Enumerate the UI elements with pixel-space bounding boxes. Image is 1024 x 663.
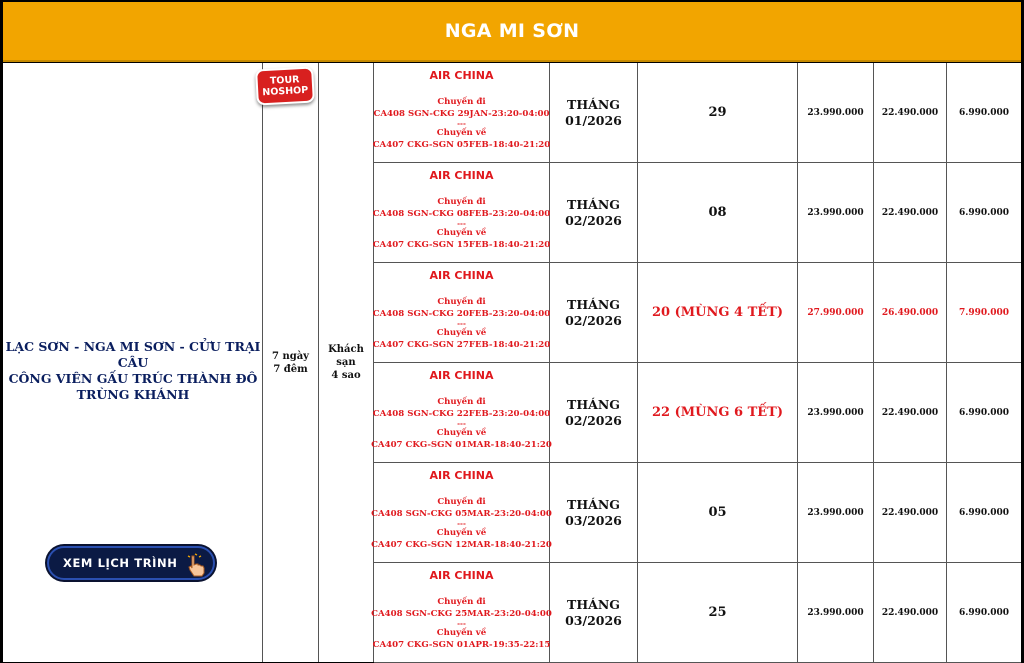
flight-separator: --- [457, 519, 466, 528]
outbound-flight: CA408 SGN-CKG 20FEB-23:20-04:00 [372, 309, 551, 319]
outbound-label: Chuyến đi [437, 597, 486, 607]
price-child-cell [874, 163, 947, 262]
price-single-cell [947, 363, 1021, 462]
outbound-label: Chuyến đi [437, 197, 486, 207]
price-adult-cell [798, 463, 874, 562]
return-label: Chuyến về [436, 228, 487, 238]
price-child-cell [874, 263, 947, 362]
hotel-stars: 4 sao [331, 370, 361, 381]
departure-row [371, 463, 1021, 563]
outbound-flight: CA408 SGN-CKG 25MAR-23:20-04:00 [371, 609, 552, 619]
flight-cell [371, 463, 552, 562]
tour-noshop-badge [255, 67, 315, 106]
departure-date: 25 [708, 605, 727, 620]
tour-name-line: TRÙNG KHÁNH [76, 387, 190, 402]
price-adult: 27.990.000 [807, 307, 864, 318]
flight-separator: --- [457, 419, 466, 428]
return-flight: CA407 CKG-SGN 15FEB-18:40-21:20 [372, 240, 551, 250]
price-adult-cell [798, 163, 874, 262]
month-label: THÁNG [567, 596, 620, 612]
departure-date: 29 [708, 105, 727, 120]
view-schedule-label: XEM LỊCH TRÌNH [63, 556, 178, 570]
return-flight: CA407 CKG-SGN 12MAR-18:40-21:20 [371, 540, 552, 550]
date-cell [638, 163, 798, 262]
departure-date: 05 [708, 505, 727, 520]
flight-separator: --- [457, 619, 466, 628]
price-child: 22.490.000 [881, 407, 939, 418]
flight-cell [371, 563, 552, 662]
hotel-label: Khách sạn [328, 344, 364, 368]
price-child: 22.490.000 [881, 607, 939, 618]
date-cell [638, 563, 798, 662]
return-label: Chuyến về [436, 428, 487, 438]
price-single-supplement: 6.990.000 [958, 407, 1010, 418]
departure-month [565, 497, 622, 529]
duration-nights: 7 đêm [273, 363, 308, 375]
price-adult: 23.990.000 [807, 407, 864, 418]
duration-days: 7 ngày [272, 350, 309, 362]
month-cell [550, 263, 638, 362]
price-adult: 23.990.000 [807, 507, 864, 518]
month-value: 02/2026 [565, 212, 622, 228]
date-cell [638, 263, 798, 362]
departure-row [371, 363, 1021, 463]
view-schedule-button[interactable] [47, 546, 215, 580]
outbound-flight: CA408 SGN-CKG 08FEB-23:20-04:00 [372, 209, 551, 219]
month-cell [550, 63, 638, 162]
price-single-cell [947, 63, 1021, 162]
price-child-cell [874, 63, 947, 162]
month-value: 02/2026 [565, 312, 622, 328]
return-label: Chuyến về [436, 528, 487, 538]
airline-name: AIR CHINA [429, 269, 494, 282]
airline-name: AIR CHINA [429, 569, 494, 582]
month-label: THÁNG [567, 496, 620, 512]
date-cell [638, 463, 798, 562]
date-cell [638, 63, 798, 162]
airline-name: AIR CHINA [429, 69, 494, 82]
month-cell [550, 563, 638, 662]
price-adult: 23.990.000 [807, 107, 864, 118]
tour-name-line: LẠC SƠN - NGA MI SƠN - CỬU TRẠI CÂU [5, 339, 261, 370]
month-label: THÁNG [567, 396, 620, 412]
pointing-hand-icon [183, 552, 209, 578]
departure-row [374, 263, 1021, 363]
price-child: 22.490.000 [881, 507, 939, 518]
price-child-cell [874, 463, 947, 562]
price-single-cell [947, 163, 1021, 262]
outbound-flight: CA408 SGN-CKG 05MAR-23:20-04:00 [371, 509, 552, 519]
page-header [3, 2, 1021, 62]
departure-row [371, 563, 1021, 663]
month-cell [550, 163, 638, 262]
badge-line: NOSHOP [262, 84, 309, 99]
return-label: Chuyến về [436, 128, 487, 138]
outbound-label: Chuyến đi [437, 397, 486, 407]
price-single-supplement: 7.990.000 [958, 307, 1010, 318]
price-single-supplement: 6.990.000 [958, 507, 1010, 518]
flight-cell [374, 263, 550, 362]
month-label: THÁNG [567, 96, 620, 112]
tour-name-line: CÔNG VIÊN GẤU TRÚC THÀNH ĐÔ [8, 371, 258, 386]
price-single-cell [947, 463, 1021, 562]
price-single-supplement: 6.990.000 [958, 107, 1010, 118]
month-value: 01/2026 [565, 112, 622, 128]
duration-cell [263, 63, 319, 662]
price-adult-cell [798, 563, 874, 662]
flight-cell [374, 63, 550, 162]
departure-month [565, 197, 622, 229]
month-value: 03/2026 [565, 612, 622, 628]
hotel-cell [319, 63, 374, 662]
price-adult-cell [798, 63, 874, 162]
outbound-label: Chuyến đi [437, 497, 486, 507]
badge-line: TOUR [269, 74, 300, 87]
price-child: 22.490.000 [881, 207, 939, 218]
departure-date: 08 [708, 205, 727, 220]
page-title: NGA MI SƠN [444, 20, 580, 42]
flight-separator: --- [457, 119, 466, 128]
departure-month [565, 597, 622, 629]
airline-name: AIR CHINA [429, 469, 494, 482]
price-adult-cell [798, 263, 874, 362]
hotel-class [319, 343, 373, 382]
tour-name [3, 339, 263, 403]
departure-row [374, 63, 1021, 163]
departure-month [565, 297, 622, 329]
outbound-flight: CA408 SGN-CKG 22FEB-23:20-04:00 [372, 409, 551, 419]
return-label: Chuyến về [436, 628, 487, 638]
return-flight: CA407 CKG-SGN 01MAR-18:40-21:20 [371, 440, 552, 450]
departure-date: 22 (MÙNG 6 TẾT) [652, 405, 783, 420]
duration [272, 350, 309, 376]
flight-cell [371, 363, 552, 462]
outbound-flight: CA408 SGN-CKG 29JAN-23:20-04:00 [373, 109, 550, 119]
price-adult: 23.990.000 [807, 207, 864, 218]
airline-name: AIR CHINA [429, 169, 494, 182]
price-single-cell [947, 563, 1021, 662]
return-label: Chuyến về [436, 328, 487, 338]
price-child-cell [874, 363, 947, 462]
month-label: THÁNG [567, 196, 620, 212]
price-child: 26.490.000 [881, 307, 939, 318]
price-adult-cell [798, 363, 874, 462]
flight-separator: --- [457, 319, 466, 328]
return-flight: CA407 CKG-SGN 27FEB-18:40-21:20 [372, 340, 551, 350]
month-label: THÁNG [567, 296, 620, 312]
return-flight: CA407 CKG-SGN 01APR-19:35-22:15 [372, 640, 551, 650]
date-cell [638, 363, 798, 462]
departure-month [565, 397, 622, 429]
departure-row [374, 163, 1021, 263]
month-value: 02/2026 [565, 412, 622, 428]
price-single-supplement: 6.990.000 [958, 207, 1010, 218]
month-cell [550, 363, 638, 462]
month-value: 03/2026 [565, 512, 622, 528]
departure-date: 20 (MÙNG 4 TẾT) [652, 305, 783, 320]
price-single-supplement: 6.990.000 [958, 607, 1010, 618]
flight-cell [374, 163, 550, 262]
return-flight: CA407 CKG-SGN 05FEB-18:40-21:20 [372, 140, 551, 150]
outbound-label: Chuyến đi [437, 97, 486, 107]
price-child-cell [874, 563, 947, 662]
outbound-label: Chuyến đi [437, 297, 486, 307]
month-cell [550, 463, 638, 562]
price-single-cell [947, 263, 1021, 362]
price-child: 22.490.000 [881, 107, 939, 118]
price-adult: 23.990.000 [807, 607, 864, 618]
flight-separator: --- [457, 219, 466, 228]
departure-month [565, 97, 622, 129]
airline-name: AIR CHINA [429, 369, 494, 382]
